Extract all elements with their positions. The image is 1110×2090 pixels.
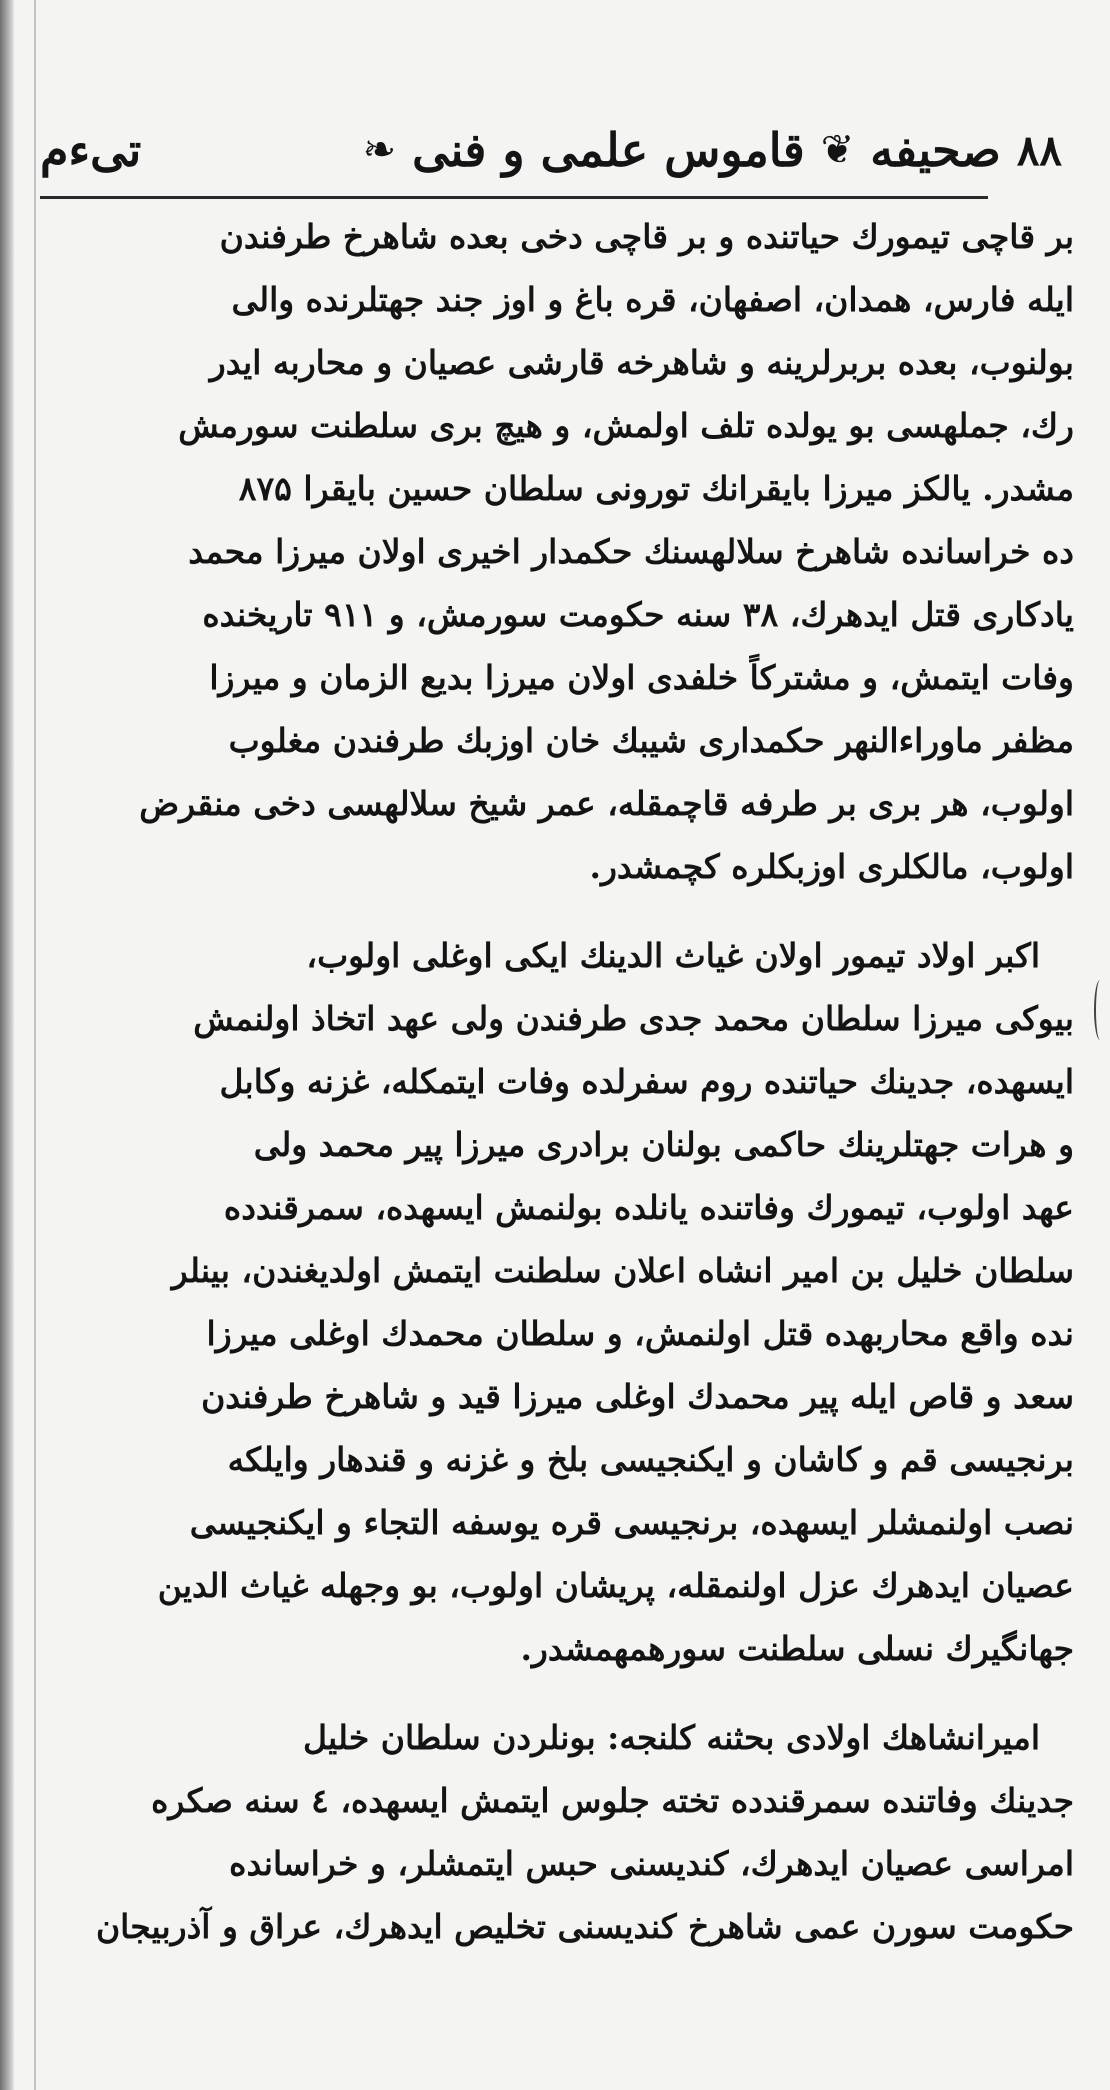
- running-head: [363, 123, 1070, 177]
- page-title: قاموس علمى و فنى: [412, 123, 805, 177]
- paragraph: [40, 205, 1074, 898]
- paragraph: [40, 1706, 1074, 1958]
- text-line: جهانگيرك نسلى سلطنت سورهمهمشدر.: [520, 1629, 1074, 1668]
- text-line: سلطان خليل بن امير انشاه اعلان سلطنت ايتمش اولديغندن، بينلر: [171, 1251, 1074, 1290]
- text-line: و هرات جهتلرينك حاكمى بولنان برادرى ميرزا پير محمد ولى: [253, 1125, 1074, 1164]
- text-line: اولوب، مالكلرى اوزبكلره كچمشدر.: [589, 847, 1074, 886]
- header-rule: [40, 196, 988, 199]
- signature-mark: تىءم: [40, 123, 142, 177]
- text-line: ده خراسانده شاهرخ سلالهسنك حكمدار اخيرى اولان ميرزا محمد: [188, 532, 1074, 571]
- text-line: بر قاچى تيمورك حياتنده و بر قاچى دخى بعده شاهرخ طرفندن: [219, 217, 1074, 256]
- text-line: مشدر. يالكز ميرزا بايقرانك تورونى سلطان حسين بايقرا ۸۷۵: [238, 469, 1074, 508]
- text-line: وفات ايتمش، و مشتركاً خلفدى اولان ميرزا بديع الزمان و ميرزا: [209, 658, 1074, 697]
- page-label: صحيفه: [870, 123, 1001, 177]
- text-line: عهد اولوب، تيمورك وفاتنده يانلده بولنمش ايسهده، سمرقندده: [223, 1188, 1074, 1227]
- text-line: ايسهده، جدينك حياتنده روم سفرلده وفات ايتمكله، غزنه وكابل: [219, 1062, 1074, 1101]
- text-line: نصب اولنمشلر ايسهده، برنجيسى قره يوسفه التجاء و ايكنجيسى: [189, 1503, 1074, 1542]
- text-line: امراسى عصيان ايدهرك، كنديسنى حبس ايتمشلر، و خراسانده: [229, 1844, 1074, 1883]
- body-text: [40, 205, 1074, 1958]
- margin-mark: [1094, 980, 1106, 1040]
- text-line: نده واقع محاربهده قتل اولنمش، و سلطان محمدك اوغلى ميرزا: [206, 1314, 1074, 1353]
- text-line: اولوب، هر برى بر طرفه قاچمقله، عمر شيخ سلالهسى دخى منقرض: [139, 784, 1074, 823]
- paragraph: [40, 924, 1074, 1680]
- text-line: سعد و قاص ايله پير محمدك اوغلى ميرزا قيد و شاهرخ طرفندن: [201, 1377, 1074, 1416]
- text-line: يادكارى قتل ايدهرك، ۳۸ سنه حكومت سورمش، و ۹۱۱ تاريخنده: [202, 595, 1074, 634]
- page-header: [40, 110, 1070, 190]
- page-number: ۸۸: [1016, 125, 1062, 175]
- text-line: اكبر اولاد تيمور اولان غياث الدينك ايكى اوغلى اولوب،: [306, 936, 1040, 975]
- text-line: مظفر ماوراءالنهر حكمدارى شيبك خان اوزبك طرفندن مغلوب: [228, 721, 1074, 760]
- text-line: حكومت سورن عمى شاهرخ كنديسنى تخليص ايدهرك، عراق و آذربيجان: [95, 1907, 1074, 1946]
- floral-fleuron-icon: ❧: [362, 127, 397, 173]
- text-line: ايله فارس، همدان، اصفهان، قره باغ و اوز جند جهتلرنده والى: [231, 280, 1074, 319]
- text-line: بولنوب، بعده بربرلرينه و شاهرخه قارشى عصيان و محاربه ايدر: [209, 343, 1074, 382]
- floral-fleuron-icon: ❦: [820, 127, 855, 173]
- text-line: بيوكى ميرزا سلطان محمد جدى طرفندن ولى عهد اتخاذ اولنمش: [193, 999, 1074, 1038]
- text-line: عصيان ايدهرك عزل اولنمقله، پريشان اولوب، بو وجهله غياث الدين: [157, 1566, 1074, 1605]
- text-line: جدينك وفاتنده سمرقندده تخته جلوس ايتمش ايسهده، ٤ سنه صكره: [151, 1781, 1074, 1820]
- text-line: رك، جملهسى بو يولده تلف اولمش، و هيچ برى سلطنت سورمش: [178, 406, 1074, 445]
- text-line: برنجيسى قم و كاشان و ايكنجيسى بلخ و غزنه و قندهار وايلكه: [227, 1440, 1074, 1479]
- text-line: اميرانشاهك اولادى بحثنه كلنجه: بونلردن سلطان خليل: [302, 1718, 1040, 1757]
